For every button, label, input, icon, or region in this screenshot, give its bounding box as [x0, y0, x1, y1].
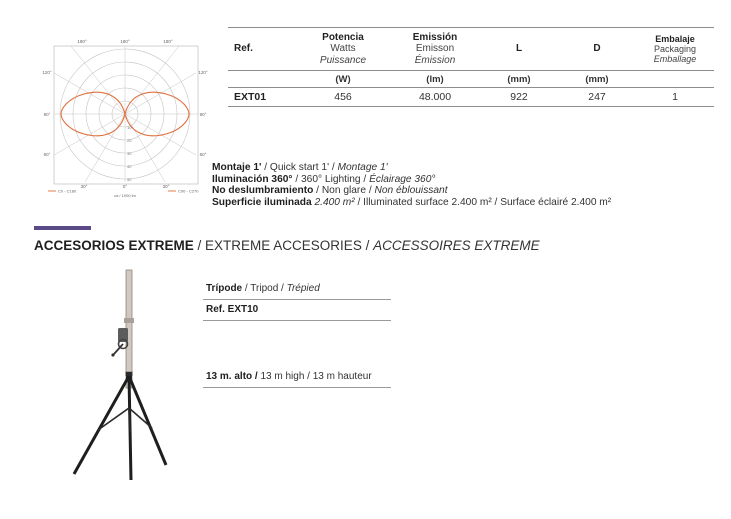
spoke-upper-left — [71, 46, 125, 114]
cell-diameter: 247 — [558, 88, 636, 107]
section-title: ACCESORIOS EXTREME / EXTREME ACCESORIES / ACCESSOIRES EXTREME — [34, 238, 540, 253]
angle-label: 60° — [199, 152, 207, 157]
table-row — [228, 88, 714, 107]
tripod-mast-collar — [124, 318, 134, 323]
header-diameter: D — [558, 28, 636, 71]
angle-label: 30° — [162, 184, 170, 189]
angle-label: 180° — [120, 39, 130, 44]
header-power: Potencia Watts Puissance — [296, 28, 390, 71]
angle-label: 180° — [163, 39, 173, 44]
accessory-name-row: Trípode / Tripod / Trépied — [203, 279, 391, 300]
legend-label-c0-c180: C0 - C180 — [58, 188, 77, 194]
cell-power: 456 — [296, 88, 390, 107]
unit-cell: (mm) — [480, 71, 558, 88]
accessory-spacer — [203, 321, 391, 367]
unit-cell — [636, 71, 714, 88]
angle-label: 90° — [43, 112, 51, 117]
radial-label: 10 — [127, 125, 132, 130]
unit-cell: (mm) — [558, 71, 636, 88]
radial-label: 30 — [127, 151, 132, 156]
unit-label: cd / 1000 lm — [114, 193, 136, 198]
angle-label: 180° — [77, 39, 87, 44]
feature-line-surface: Superficie iluminada 2.400 m² / Illuminated surface 2.400 m² / Surface éclairé 2.400 m² — [212, 196, 612, 208]
accessory-list — [203, 279, 391, 388]
spoke-right-lower — [125, 114, 196, 155]
tripod-brace — [98, 408, 129, 430]
angle-label: 60° — [43, 152, 51, 157]
feature-line-quick-start: Montaje 1' / Quick start 1' / Montage 1' — [212, 162, 388, 173]
header-length: L — [480, 28, 558, 71]
unit-cell — [228, 71, 296, 88]
diagram-frame — [54, 46, 198, 184]
angle-label: 120° — [42, 70, 52, 75]
spec-table-header-row — [228, 28, 714, 71]
header-packaging: Embalaje Packaging Emballage — [636, 28, 714, 71]
spoke-upper-right — [125, 46, 179, 114]
feature-line-lighting: Iluminación 360° / 360° Lighting / Éclairage 360° — [212, 173, 436, 185]
angle-label: 30° — [80, 184, 88, 189]
radial-label: 50 — [127, 177, 132, 182]
feature-line-non-glare: No deslumbramiento / Non glare / Non éblouissant — [212, 185, 448, 196]
angle-label: 0° — [122, 184, 128, 189]
feature-list — [212, 162, 611, 208]
cell-emission: 48.000 — [390, 88, 480, 107]
unit-cell: (W) — [296, 71, 390, 88]
diagram-legend — [48, 189, 199, 199]
accessory-ref-row: Ref. EXT10 — [203, 300, 391, 321]
spoke-left-upper — [54, 73, 125, 114]
unit-cell: (lm) — [390, 71, 480, 88]
polar-light-distribution-diagram — [40, 34, 210, 204]
tripod-brace — [129, 408, 152, 428]
cell-packaging: 1 — [636, 88, 714, 107]
angle-spokes — [54, 46, 198, 182]
tripod-image — [64, 268, 174, 482]
header-emission: Emissión Emisson Émission — [390, 28, 480, 71]
radial-value-labels — [127, 125, 132, 182]
tripod-leg-right — [129, 376, 166, 465]
header-ref: Ref. — [228, 28, 296, 71]
spoke-right-upper — [125, 73, 196, 114]
section-accent-bar — [34, 226, 91, 230]
radial-label: 20 — [127, 138, 132, 143]
radial-label: 40 — [127, 164, 132, 169]
legend-label-c90-c270: C90 - C270 — [178, 188, 199, 194]
winch-icon — [111, 328, 128, 357]
angle-label: 120° — [198, 70, 208, 75]
spoke-lower-left — [85, 114, 125, 182]
spec-table-units-row — [228, 71, 714, 88]
spoke-left-lower — [54, 114, 125, 155]
tripod-brace — [129, 408, 130, 432]
tripod-leg-left — [74, 376, 129, 474]
angle-label: 90° — [199, 112, 207, 117]
cell-ref: EXT01 — [228, 88, 296, 107]
spec-table — [228, 27, 714, 107]
accessory-height-row: 13 m. alto / 13 m high / 13 m hauteur — [203, 367, 391, 388]
cell-length: 922 — [480, 88, 558, 107]
